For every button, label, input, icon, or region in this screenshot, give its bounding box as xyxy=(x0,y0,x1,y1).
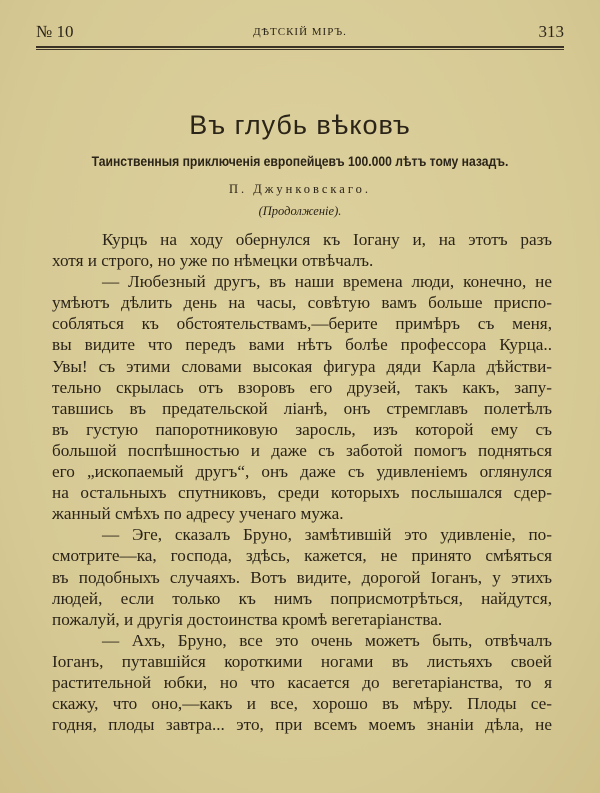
text-line: вы видите что передъ вами нѣтъ болѣе профессора Курца.. xyxy=(52,335,552,355)
text-line: — Эге, сказалъ Бруно, замѣтившій это удивленіе, по- xyxy=(102,525,552,545)
text-line: его „ископаемый другъ“, онъ даже съ удивленіемъ оглянулся xyxy=(52,462,552,482)
text-line: Іоганъ, путавшійся короткими ногами въ листьяхъ своей xyxy=(52,651,552,671)
text-line: собляться къ обстоятельствамъ,—берите примѣръ съ меня, xyxy=(52,314,552,334)
text-line: хотя и строго, но уже по нѣмецки отвѣчалъ. xyxy=(52,251,374,271)
text-line: тавшись въ предательской ліанѣ, онъ стремглавъ полетѣлъ xyxy=(52,398,552,418)
text-line: годня, плоды завтра... это, при всемъ моемъ знаніи дѣла, не xyxy=(52,715,552,735)
text-line: большой поспѣшностью и даже съ заботой помогъ подняться xyxy=(52,440,552,460)
text-line: скажу, что оно,—какъ и все, хорошо въ мѣру. Плоды се- xyxy=(52,694,552,714)
text-line: растительной юбки, но что касается до вегетаріанства, то я xyxy=(52,672,552,692)
text-line: Курцъ на ходу обернулся къ Іогану и, на этотъ разъ xyxy=(102,230,552,249)
issue-number: № 10 xyxy=(36,22,74,41)
article-subtitle: Таинственныя приключенія европейцевъ 100.000 лѣтъ тому назадъ. xyxy=(91,154,509,169)
article-author: П. Джунковскаго. xyxy=(228,182,372,196)
text-line: — Любезный другъ, въ наши времена люди, конечно, не xyxy=(102,272,552,292)
header-rule xyxy=(36,46,564,50)
page-number: 313 xyxy=(538,22,564,41)
text-line: въ густую папоротниковую заросль, изъ которой ему съ xyxy=(52,419,552,439)
text-line: умѣютъ дѣлить день на часы, совѣтую вамъ больше приспо- xyxy=(52,293,552,313)
text-line: тельно скрылась отъ взоровъ его друзей, такъ какъ, запу- xyxy=(52,377,552,397)
magazine-title: ДѢТСКІЙ МІРЪ. xyxy=(253,26,347,38)
text-line: людей, если только къ нимъ поприсмотрѣться, найдутся, xyxy=(52,588,552,608)
text-line: Увы! съ этими словами высокая фигура дяди Карла дѣйстви- xyxy=(52,356,552,376)
text-line: смотрите—ка, господа, здѣсь, кажется, не принято смѣяться xyxy=(52,546,552,566)
text-line: жанный смѣхъ по адресу ученаго мужа. xyxy=(52,504,344,524)
continuation-note: (Продолженіе). xyxy=(258,204,342,218)
text-line: — Ахъ, Бруно, все это очень можетъ быть, отвѣчалъ xyxy=(102,630,552,650)
article-body xyxy=(52,229,552,735)
text-line: въ подобныхъ случаяхъ. Вотъ видите, дорогой Іоганъ, у этихъ xyxy=(52,567,552,587)
text-line: на остальныхъ спутниковъ, среди которыхъ послышался сдер- xyxy=(52,483,552,503)
text-line: пожалуй, и другія достоинства кромѣ вегетаріанства. xyxy=(52,609,443,629)
article-title: Въ глубь вѣковъ xyxy=(189,110,411,140)
running-header xyxy=(36,22,564,46)
